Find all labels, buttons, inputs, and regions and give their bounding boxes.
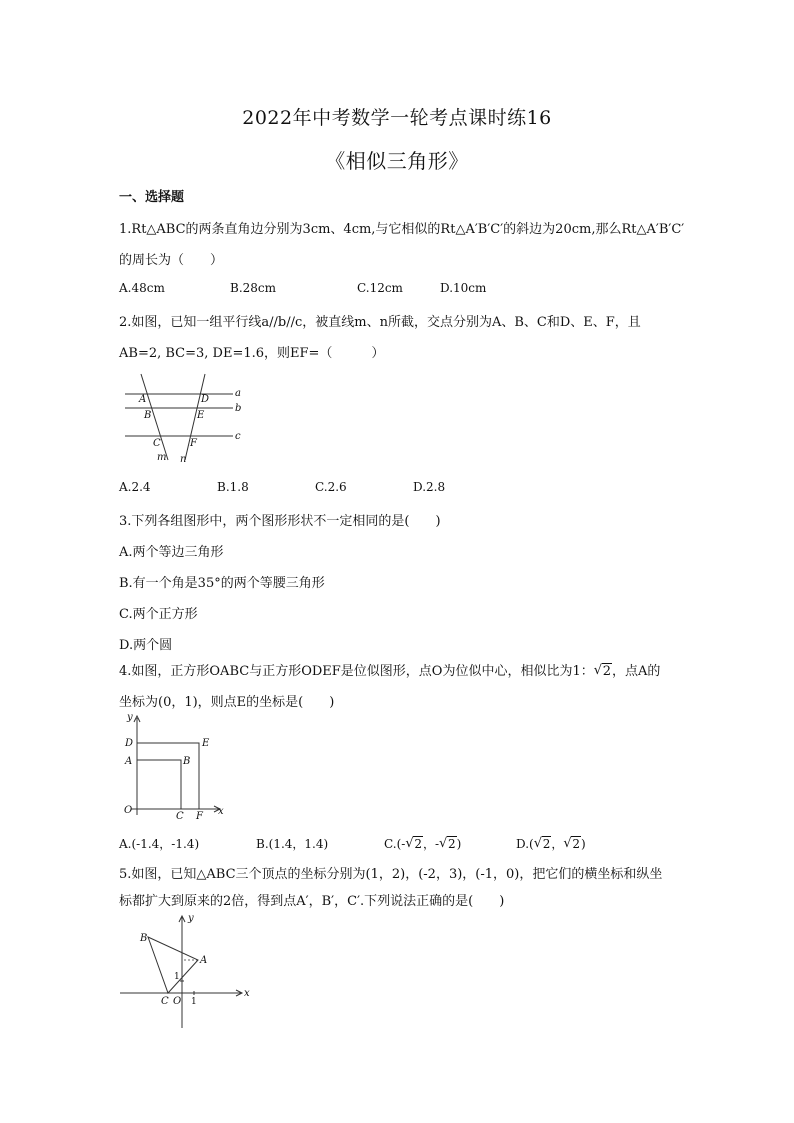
sqrt-value: 2 [572, 837, 580, 851]
label-m: m [157, 452, 167, 463]
q3-option-b: B.有一个角是35°的两个等腰三角形 [119, 576, 325, 591]
q4-option-d-text-a: D.( [516, 837, 534, 851]
label-C: C [153, 438, 161, 449]
label-O: O [124, 805, 133, 816]
q1-option-a: A.48cm [119, 281, 165, 295]
label-A: A [125, 756, 133, 767]
label-n: n [180, 454, 187, 465]
label-F: F [196, 811, 203, 822]
label-x: x [244, 988, 250, 999]
q3-option-c: C.两个正方形 [119, 607, 198, 622]
tick-label-y1: 1 [174, 972, 180, 982]
q1-option-d: D.10cm [440, 281, 487, 295]
q4-option-d-text-c: ) [581, 837, 586, 851]
q2-stem-line2: AB=2, BC=3, DE=1.6，则EF=（ ） [119, 346, 385, 361]
q4-option-c-text-a: C.(- [384, 837, 406, 851]
label-B: B [140, 933, 148, 944]
q3-option-a: A.两个等边三角形 [119, 545, 224, 560]
q4-option-a: A.(-1.4，-1.4) [119, 837, 200, 851]
page-title: 2022年中考数学一轮考点课时练16 [242, 107, 552, 129]
label-y: y [188, 913, 194, 924]
q2-option-b: B.1.8 [217, 480, 249, 494]
q1-stem-line1: 1.Rt△ABC的两条直角边分别为3cm、4cm,与它相似的Rt△A′B′C′的斜边为20cm,那么Rt△A′B′C′ [119, 222, 685, 237]
label-E: E [197, 410, 205, 421]
sqrt-value: 2 [414, 837, 422, 851]
q2-stem-line1: 2.如图，已知一组平行线a//b//c，被直线m、n所截，交点分别为A、B、C和D、E、F，且 [119, 315, 641, 330]
sqrt-symbol [594, 664, 612, 679]
q4-stem-text-b: ，点A的 [612, 664, 661, 679]
section-heading: 一、选择题 [119, 190, 185, 205]
label-x: x [218, 806, 224, 817]
q2-option-a: A.2.4 [119, 480, 151, 494]
q4-stem-line1 [119, 660, 660, 679]
q3-option-d: D.两个圆 [119, 638, 173, 653]
q4-option-c [384, 835, 461, 852]
q5-triangle-figure [118, 912, 253, 1030]
q4-squares-figure [118, 712, 233, 822]
q4-option-d-text-b: ， [551, 837, 564, 851]
label-D: D [125, 738, 134, 749]
label-b: b [235, 403, 242, 414]
label-B: B [144, 410, 152, 421]
label-C: C [176, 811, 184, 822]
q4-option-c-text-c: ) [456, 837, 462, 851]
label-c: c [235, 431, 241, 442]
sqrt-symbol [439, 837, 457, 851]
q4-stem-text-a: 4.如图，正方形OABC与正方形ODEF是位似图形，点O为位似中心，相似比为1： [119, 664, 594, 679]
q2-option-d: D.2.8 [413, 480, 446, 494]
q1-option-c: C.12cm [357, 281, 403, 295]
label-E: E [202, 738, 210, 749]
tick-label-x1: 1 [191, 997, 197, 1007]
q2-option-c: C.2.6 [315, 480, 347, 494]
label-O: O [173, 996, 182, 1007]
label-A: A [139, 394, 147, 405]
q3-stem: 3.下列各组图形中，两个图形形状不一定相同的是( ) [119, 514, 441, 529]
q5-stem-line1: 5.如图，已知△ABC三个顶点的坐标分别为(1，2)，(-2，3)，(-1，0)，把它们的横坐标和纵坐 [119, 867, 663, 882]
sqrt-value: 2 [448, 837, 456, 851]
sqrt-value: 2 [542, 837, 551, 851]
q2-parallel-lines-figure [119, 380, 249, 470]
sqrt-value: 2 [602, 664, 611, 679]
label-a: a [235, 388, 241, 399]
label-F: F [190, 438, 197, 449]
label-D: D [201, 394, 210, 405]
q4-option-b: B.(1.4，1.4) [256, 837, 329, 851]
sqrt-symbol [563, 837, 581, 851]
sqrt-symbol [534, 837, 552, 851]
q4-option-c-text-b: ，- [422, 837, 440, 851]
label-C: C [161, 996, 169, 1007]
label-A: A [200, 955, 208, 966]
q4-stem-line2: 坐标为(0，1)，则点E的坐标是( ) [119, 695, 335, 710]
q1-stem-line2: 的周长为（ ） [119, 253, 224, 268]
q1-option-b: B.28cm [230, 281, 277, 295]
q5-stem-line2: 标都扩大到原来的2倍，得到点A′，B′，C′.下列说法正确的是( ) [119, 894, 505, 909]
q4-option-d [516, 835, 586, 852]
page-subtitle: 《相似三角形》 [325, 149, 469, 173]
label-y: y [127, 712, 133, 723]
sqrt-symbol [405, 837, 423, 851]
label-B: B [183, 756, 191, 767]
